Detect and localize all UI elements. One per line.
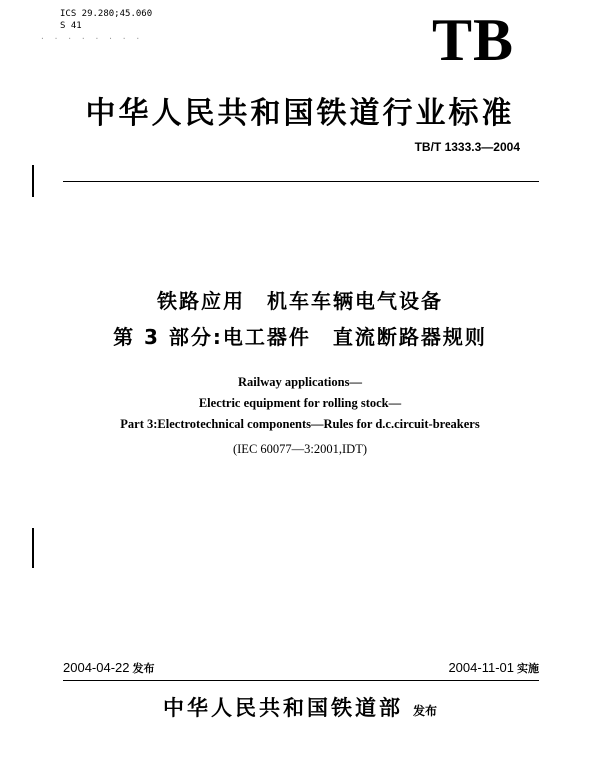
effective-date-block: [448, 660, 539, 676]
issued-date-block: [63, 660, 155, 676]
title-en-line1: Railway applications—: [238, 375, 362, 389]
title-en-line2: Electric equipment for rolling stock—: [198, 396, 402, 410]
effective-date: 2004-11-01: [448, 660, 514, 675]
effective-label: 实施: [517, 662, 539, 675]
issuer-block: [0, 692, 600, 722]
tb-logo: TB: [431, 7, 514, 73]
agency-title: 中华人民共和国铁道行业标准: [85, 96, 515, 131]
issued-label: 发布: [132, 662, 155, 675]
title-cn-line2: 第 3 部分:电工器件 直流断路器规则: [113, 325, 487, 349]
header-rule: [63, 181, 539, 182]
margin-mark-top: [32, 165, 34, 197]
iec-reference: (IEC 60077—3:2001,IDT): [232, 442, 367, 456]
issued-date: 2004-04-22: [63, 660, 130, 675]
issuer-name: 中华人民共和国铁道部: [162, 695, 403, 720]
dotted-line: · · · · · · · ·: [40, 34, 143, 43]
ics-block: [60, 8, 152, 32]
ics-code: ICS 29.280;45.060: [60, 9, 153, 19]
margin-mark-bottom: [32, 528, 34, 568]
standard-number: TB/T 1333.3—2004: [414, 140, 520, 154]
issuer-label: 发布: [412, 704, 437, 718]
title-cn-line1: 铁路应用 机车车辆电气设备: [157, 289, 443, 313]
classification-code: S 41: [60, 21, 82, 31]
footer-rule: [63, 680, 539, 681]
title-en-line3: Part 3:Electrotechnical components—Rules for d.c.circuit-breakers: [120, 417, 480, 431]
